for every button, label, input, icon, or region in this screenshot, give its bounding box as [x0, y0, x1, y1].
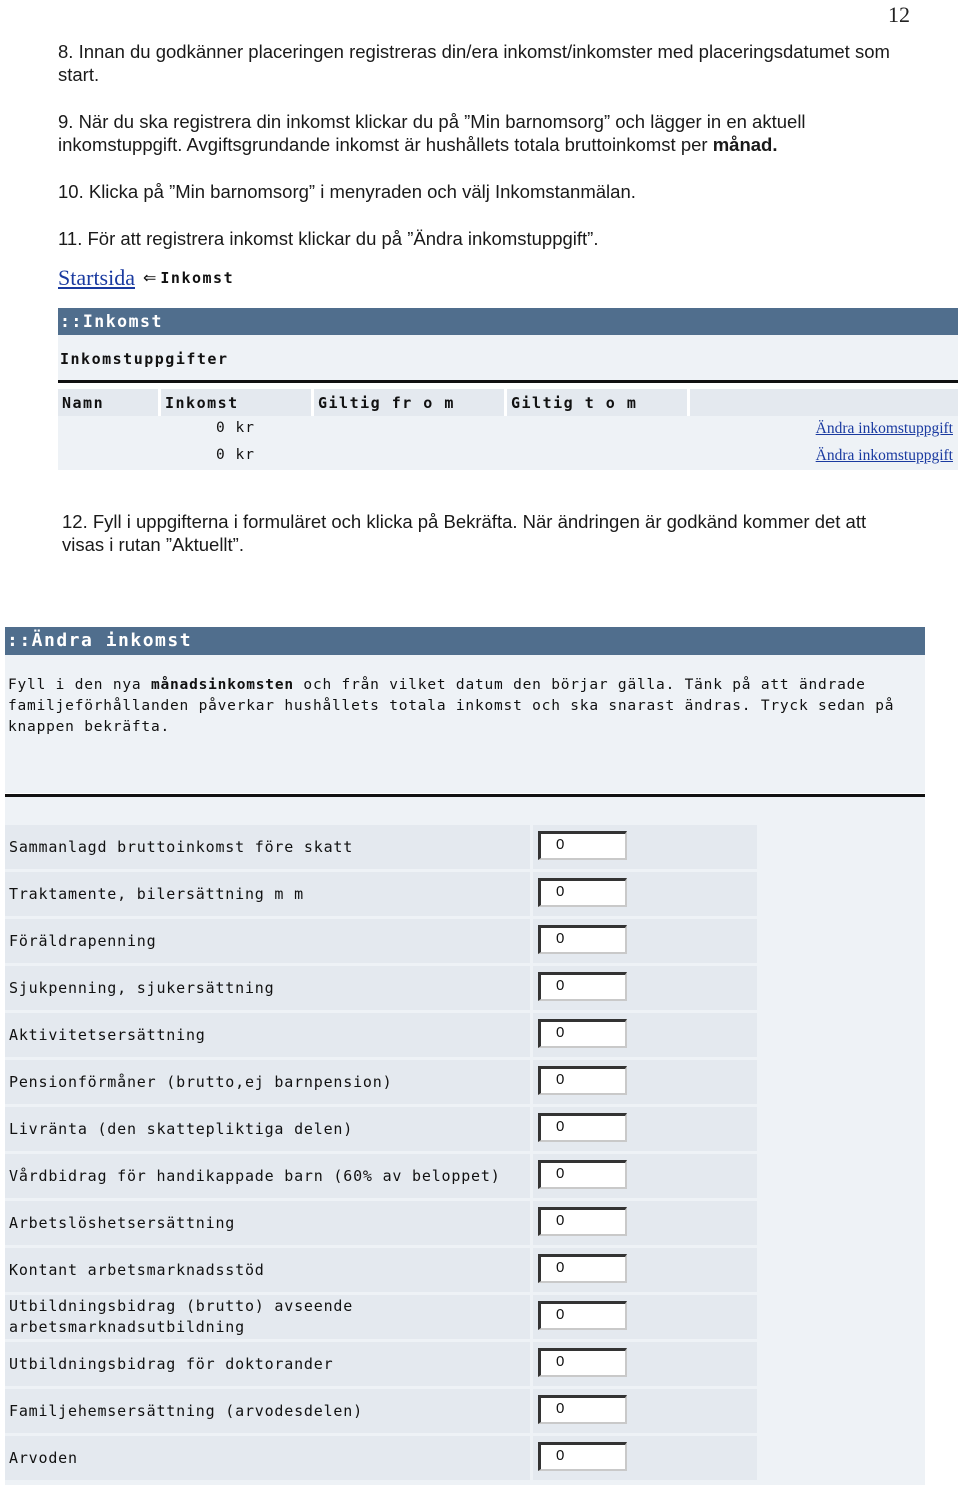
change-income-intro	[8, 675, 913, 738]
form-row-familjehemsersattning	[5, 1389, 757, 1433]
label-text: Sammanlagd bruttoinkomst före skatt	[9, 837, 354, 856]
field-cell	[533, 919, 757, 963]
form-row-vardbidrag	[5, 1154, 757, 1198]
step-11: 11. För att registrera inkomst klickar du på ”Ändra inkomstuppgift”.	[58, 228, 599, 249]
change-income-link[interactable]: Ändra inkomstuppgift	[815, 420, 953, 437]
label-text: Arvoden	[9, 1448, 78, 1467]
label-text: Aktivitetsersättning	[9, 1025, 206, 1044]
form-row-foraldrapenning	[5, 919, 757, 963]
traktamente-input[interactable]: 0	[538, 878, 627, 907]
field-label	[5, 1248, 530, 1292]
field-label	[5, 1295, 530, 1339]
arbetsloshetsersattning-input[interactable]: 0	[538, 1207, 627, 1236]
label-text: Traktamente, bilersättning m m	[9, 884, 304, 903]
form-row-arvoden	[5, 1436, 757, 1480]
livranta-input[interactable]: 0	[538, 1113, 627, 1142]
step-9-text: 9. När du ska registrera din inkomst klickar du på ”Min barnomsorg” och lägger in en aktuell inkomstuppgift. Avgiftsgrundande inkomst är hushållets totala bruttoinkomst per	[58, 111, 806, 155]
field-cell	[533, 966, 757, 1010]
field-label	[5, 1060, 530, 1104]
field-cell	[533, 1389, 757, 1433]
income-amount: 0 kr	[216, 420, 255, 436]
page-number: 12	[888, 2, 910, 27]
field-cell	[533, 1107, 757, 1151]
label-text: Sjukpenning, sjukersättning	[9, 978, 275, 997]
field-label	[5, 1013, 530, 1057]
intro-text-2: och från vilket datum den börjar gälla. Tänk på att ändrade familjeförhållanden påverkar hushållets totala inkomst och ska snarast ändras. Tryck sedan på knappen bekräfta.	[8, 677, 895, 735]
familjehemsersattning-input[interactable]: 0	[538, 1395, 627, 1424]
column-header-inkomst: Inkomst	[161, 389, 311, 416]
table-row	[58, 416, 958, 443]
form-row-utbildningsbidrag	[5, 1295, 757, 1339]
label-text: Familjehemsersättning (arvodesdelen)	[9, 1401, 363, 1420]
field-label	[5, 919, 530, 963]
label-text: Arbetslöshetsersättning	[9, 1213, 236, 1232]
field-label	[5, 1107, 530, 1151]
sjukpenning-input[interactable]: 0	[538, 972, 627, 1001]
field-label	[5, 1389, 530, 1433]
income-table	[58, 389, 958, 470]
bruttoinkomst-input[interactable]: 0	[538, 831, 627, 860]
form-row-traktamente	[5, 872, 757, 916]
step-9	[58, 110, 908, 156]
field-cell	[533, 1436, 757, 1480]
form-row-arbetsmarknadsstod	[5, 1248, 757, 1292]
form-row-arbetsloshetsersattning	[5, 1201, 757, 1245]
field-label	[5, 1342, 530, 1386]
intro-bold: månadsinkomsten	[150, 677, 294, 693]
label-text: Pensionförmåner (brutto,ej barnpension)	[9, 1072, 393, 1091]
label-text-line2: arbetsmarknadsutbildning	[9, 1318, 245, 1336]
field-label	[5, 966, 530, 1010]
form-row-pensionformaner	[5, 1060, 757, 1104]
breadcrumb-current: Inkomst	[160, 269, 235, 287]
step-10: 10. Klicka på ”Min barnomsorg” i menyraden och välj Inkomstanmälan.	[58, 181, 636, 202]
form-row-bruttoinkomst	[5, 825, 757, 869]
field-cell	[533, 1248, 757, 1292]
form-row-doktorander	[5, 1342, 757, 1386]
vardbidrag-input[interactable]: 0	[538, 1160, 627, 1189]
income-panel-header: ::Inkomst	[58, 308, 958, 335]
breadcrumb	[58, 265, 234, 291]
back-arrow-icon: ⇐	[143, 270, 157, 287]
field-label	[5, 1436, 530, 1480]
arbetsmarknadsstod-input[interactable]: 0	[538, 1254, 627, 1283]
income-subtitle: Inkomstuppgifter	[60, 350, 229, 368]
column-header-giltig-tom: Giltig t o m	[507, 389, 687, 416]
field-cell	[533, 1342, 757, 1386]
field-cell	[533, 1154, 757, 1198]
label-text: Föräldrapenning	[9, 931, 157, 950]
aktivitetsersattning-input[interactable]: 0	[538, 1019, 627, 1048]
field-cell	[533, 1295, 757, 1339]
field-label	[5, 872, 530, 916]
table-row	[58, 443, 958, 470]
label-text: Kontant arbetsmarknadsstöd	[9, 1260, 265, 1279]
label-text: Vårdbidrag för handikappade barn (60% av beloppet)	[9, 1166, 501, 1185]
arvoden-input[interactable]: 0	[538, 1442, 627, 1471]
label-text: Utbildningsbidrag (brutto) avseende	[9, 1297, 354, 1315]
field-cell	[533, 872, 757, 916]
field-label	[5, 1201, 530, 1245]
column-header-namn: Namn	[58, 389, 158, 416]
change-income-header: ::Ändra inkomst	[5, 627, 925, 655]
field-cell	[533, 1060, 757, 1104]
doktorander-input[interactable]: 0	[538, 1348, 627, 1377]
form-row-aktivitetsersattning	[5, 1013, 757, 1057]
field-cell	[533, 1013, 757, 1057]
field-cell	[533, 1201, 757, 1245]
form-row-livranta	[5, 1107, 757, 1151]
foraldrapenning-input[interactable]: 0	[538, 925, 627, 954]
intro-text-1: Fyll i den nya	[8, 677, 151, 693]
column-header-action	[690, 389, 958, 416]
step-8: 8. Innan du godkänner placeringen registreras din/era inkomst/inkomster med placeringsdatumet som start.	[58, 41, 890, 85]
pensionformaner-input[interactable]: 0	[538, 1066, 627, 1095]
change-income-link[interactable]: Ändra inkomstuppgift	[815, 447, 953, 464]
field-cell	[533, 825, 757, 869]
utbildningsbidrag-input[interactable]: 0	[538, 1301, 627, 1330]
step-9-bold: månad.	[712, 134, 778, 155]
field-label	[5, 825, 530, 869]
step-12: 12. Fyll i uppgifterna i formuläret och klicka på Bekräfta. När ändringen är godkänd kommer det att visas i rutan ”Aktuellt”.	[62, 511, 867, 555]
field-label	[5, 1154, 530, 1198]
column-header-giltig-from: Giltig fr o m	[314, 389, 504, 416]
label-text: Utbildningsbidrag för doktorander	[9, 1354, 334, 1373]
table-header	[58, 389, 958, 416]
breadcrumb-startsida-link[interactable]: Startsida	[58, 265, 135, 290]
income-amount: 0 kr	[216, 447, 255, 463]
form-row-sjukpenning	[5, 966, 757, 1010]
divider	[58, 380, 958, 383]
label-text: Livränta (den skattepliktiga delen)	[9, 1119, 354, 1138]
change-income-panel	[5, 655, 925, 793]
income-panel	[58, 335, 958, 380]
